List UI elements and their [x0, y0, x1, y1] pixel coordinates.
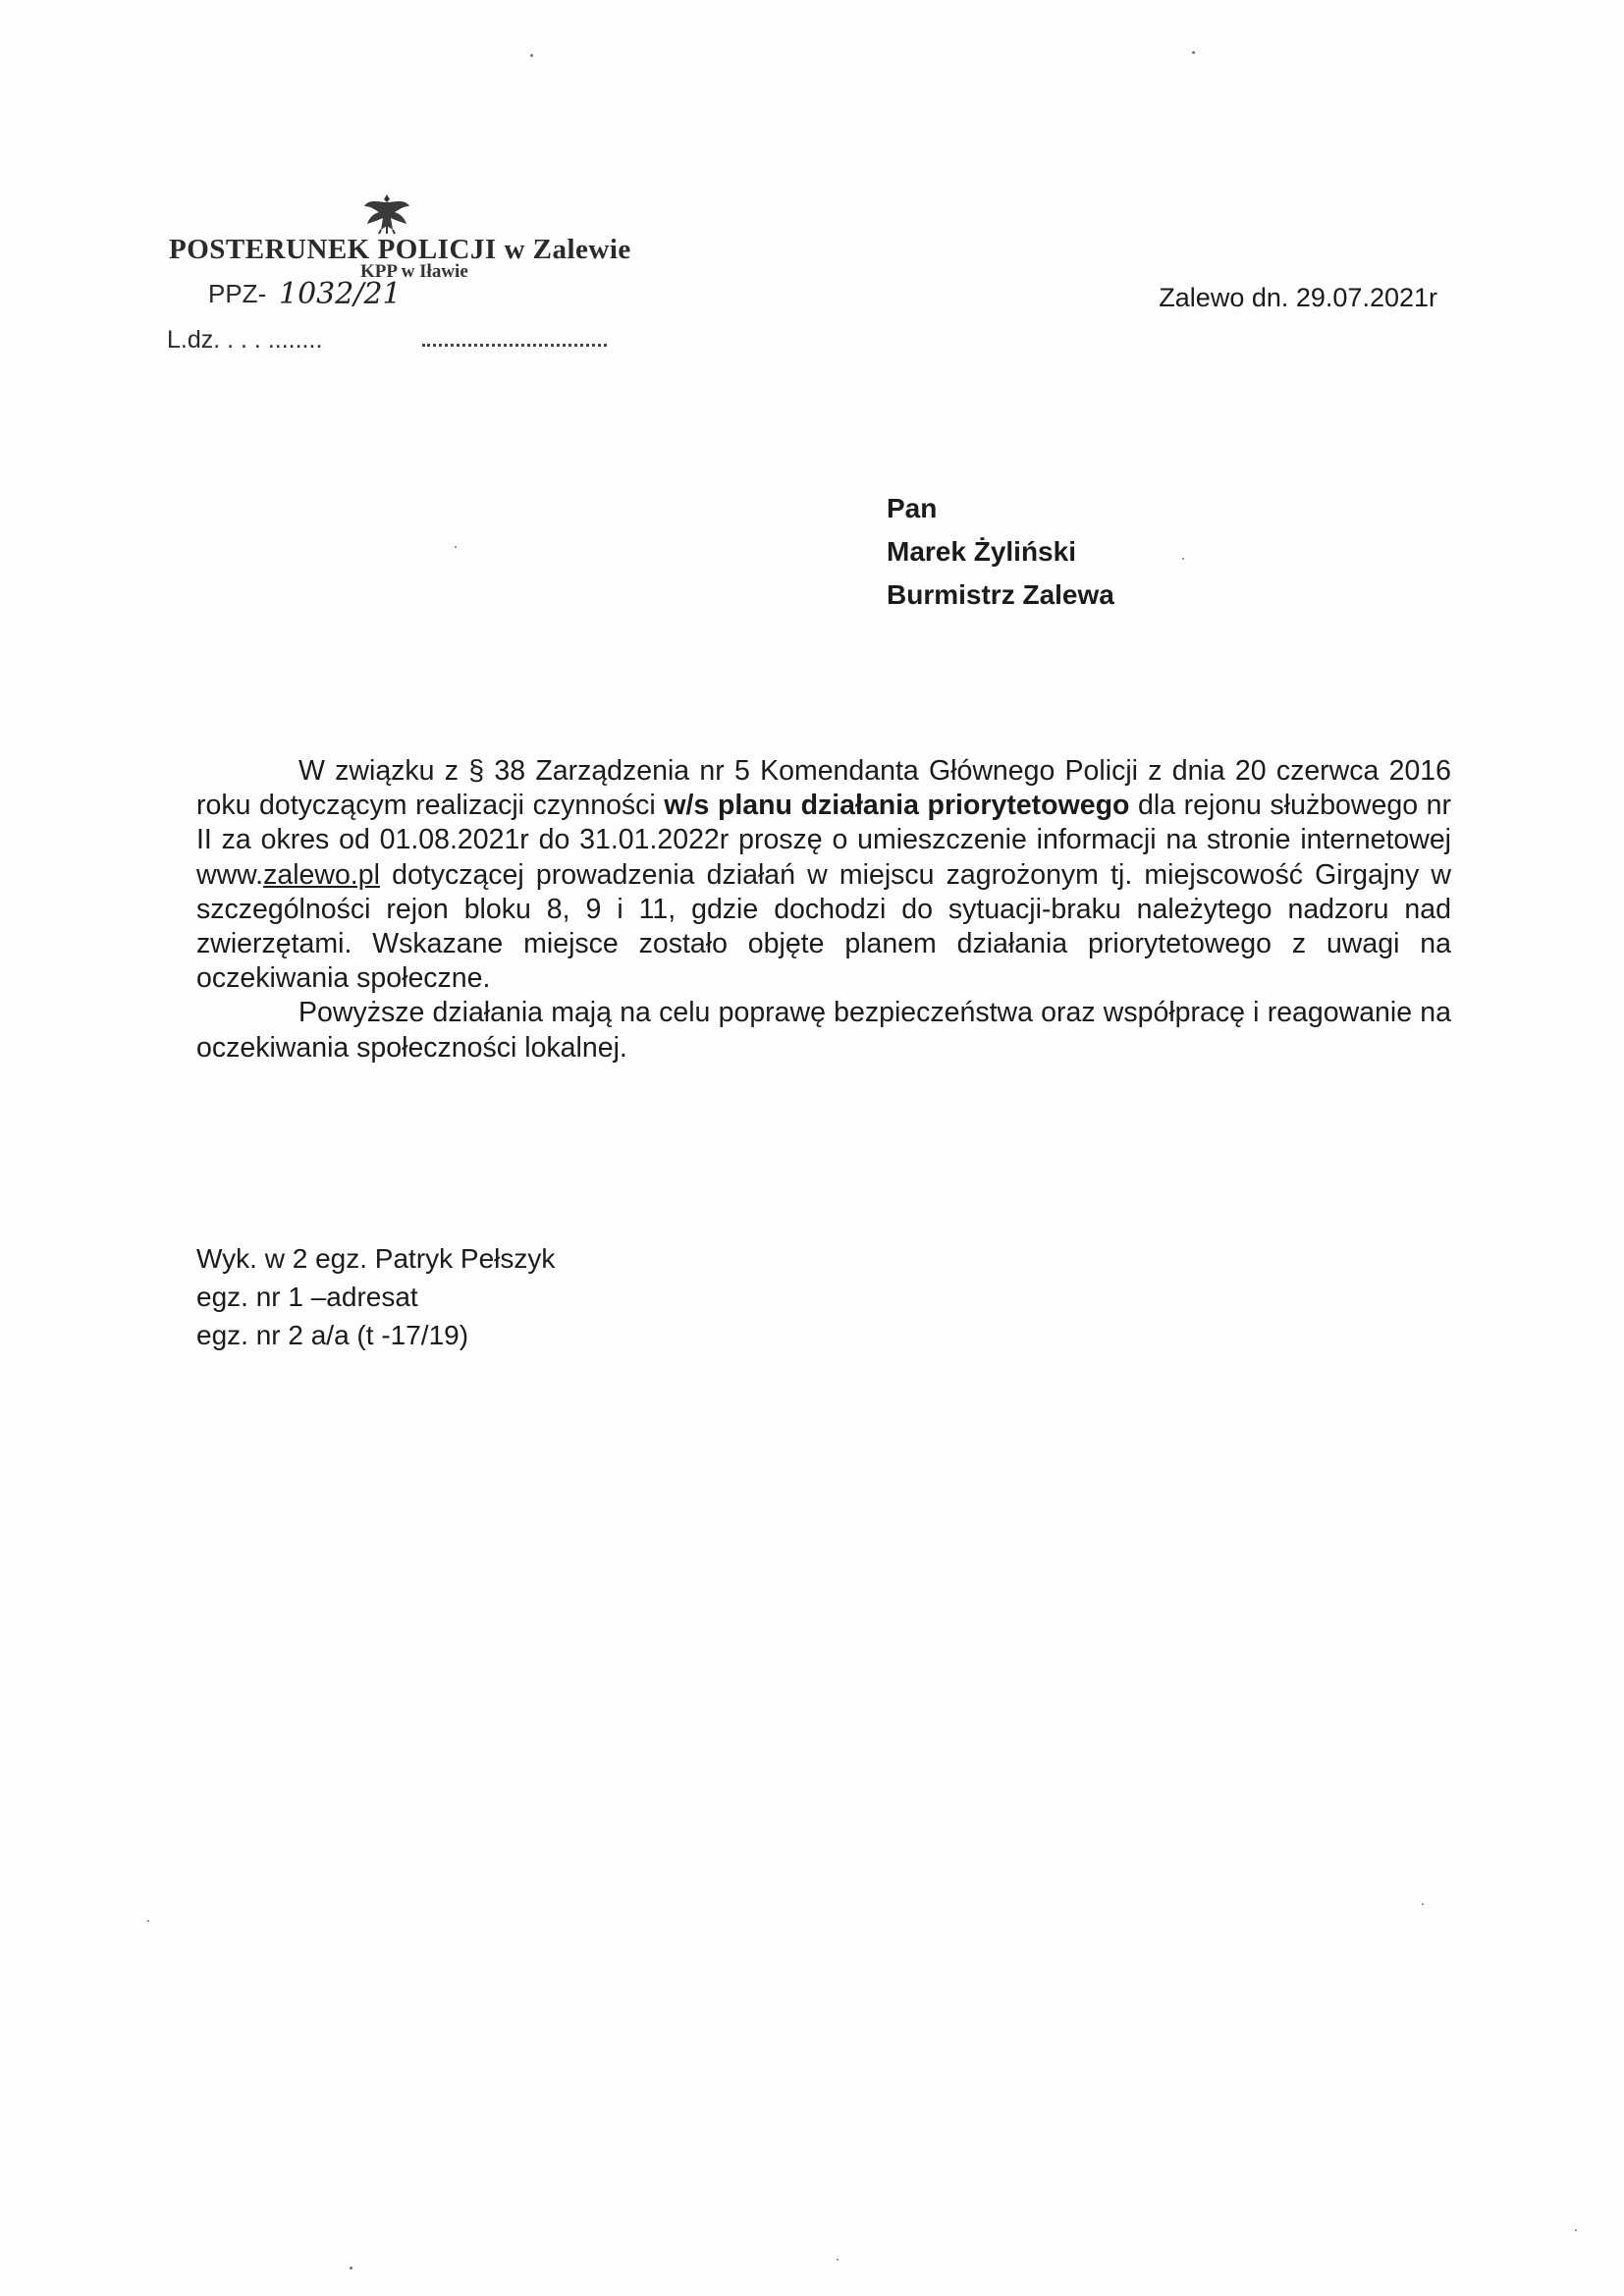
- footer-line-executed: Wyk. w 2 egz. Patryk Pełszyk: [196, 1243, 556, 1274]
- stamp-ref-handwritten: 1032/21: [279, 277, 402, 311]
- stamp-ref-overprint: KPP w Iławie: [360, 261, 468, 282]
- addressee-title: Burmistrz Zalewa: [887, 579, 1114, 610]
- scan-speck: [530, 54, 533, 57]
- footer-line-copy-1: egz. nr 1 –adresat: [196, 1282, 418, 1312]
- website-link[interactable]: zalewo.pl: [263, 858, 380, 891]
- scan-speck: [455, 546, 457, 548]
- scan-speck: [1422, 1903, 1424, 1905]
- addressee-salutation: Pan: [887, 493, 938, 523]
- register-label: L.dz. . . . ........: [167, 326, 323, 354]
- stamp-ref-prefix: PPZ-: [208, 279, 267, 308]
- scan-speck: [1192, 51, 1195, 54]
- scan-speck: [350, 2267, 352, 2269]
- letter-footer: [196, 1239, 555, 1354]
- body-p1-part-b: dla rejonu służbowego nr II za okres od 01.08.2021r do 31.01.2022r proszę o umieszczenie informacji na stronie internetowej www.: [196, 790, 1451, 891]
- body-paragraph-1: [196, 754, 1451, 996]
- stamp-title: POSTERUNEK POLICJI w Zalewie: [169, 234, 631, 265]
- letter-body: [196, 754, 1451, 1066]
- addressee-name: Marek Żyliński: [887, 536, 1076, 567]
- body-p1-part-a: W związku z § 38 Zarządzenia nr 5 Komendanta Głównego Policji z dnia 20 czerwca 2016 roku dotyczącym realizacji czynności: [196, 755, 1451, 822]
- body-p1-part-c: dotyczącej prowadzenia działań w miejscu zagrożonym tj. miejscowość Girgajny w szczególności rejon bloku 8, 9 i 11, gdzie dochodzi do sytuacji-braku należytego nadzoru nad zwierzętami. Wskazane miejsce zostało objęte planem działania priorytetowego z uwagi na oczekiwania społeczne.: [196, 858, 1451, 995]
- body-paragraph-2: Powyższe działania mają na celu poprawę bezpieczeństwa oraz współpracę i reagowanie na oczekiwania społeczności lokalnej.: [196, 997, 1451, 1064]
- register-dotted-line: [422, 344, 607, 347]
- scan-speck: [1182, 558, 1184, 560]
- letter-date: Zalewo dn. 29.07.2021r: [1159, 283, 1437, 312]
- footer-line-copy-2: egz. nr 2 a/a (t -17/19): [196, 1320, 469, 1350]
- scan-speck: [1575, 2229, 1577, 2231]
- addressee-block: [887, 487, 1114, 617]
- body-p1-bold: w/s planu działania priorytetowego: [664, 790, 1130, 822]
- scan-speck: [837, 2259, 839, 2261]
- scan-speck: [147, 1920, 149, 1922]
- polish-eagle-emblem-icon: [361, 192, 412, 236]
